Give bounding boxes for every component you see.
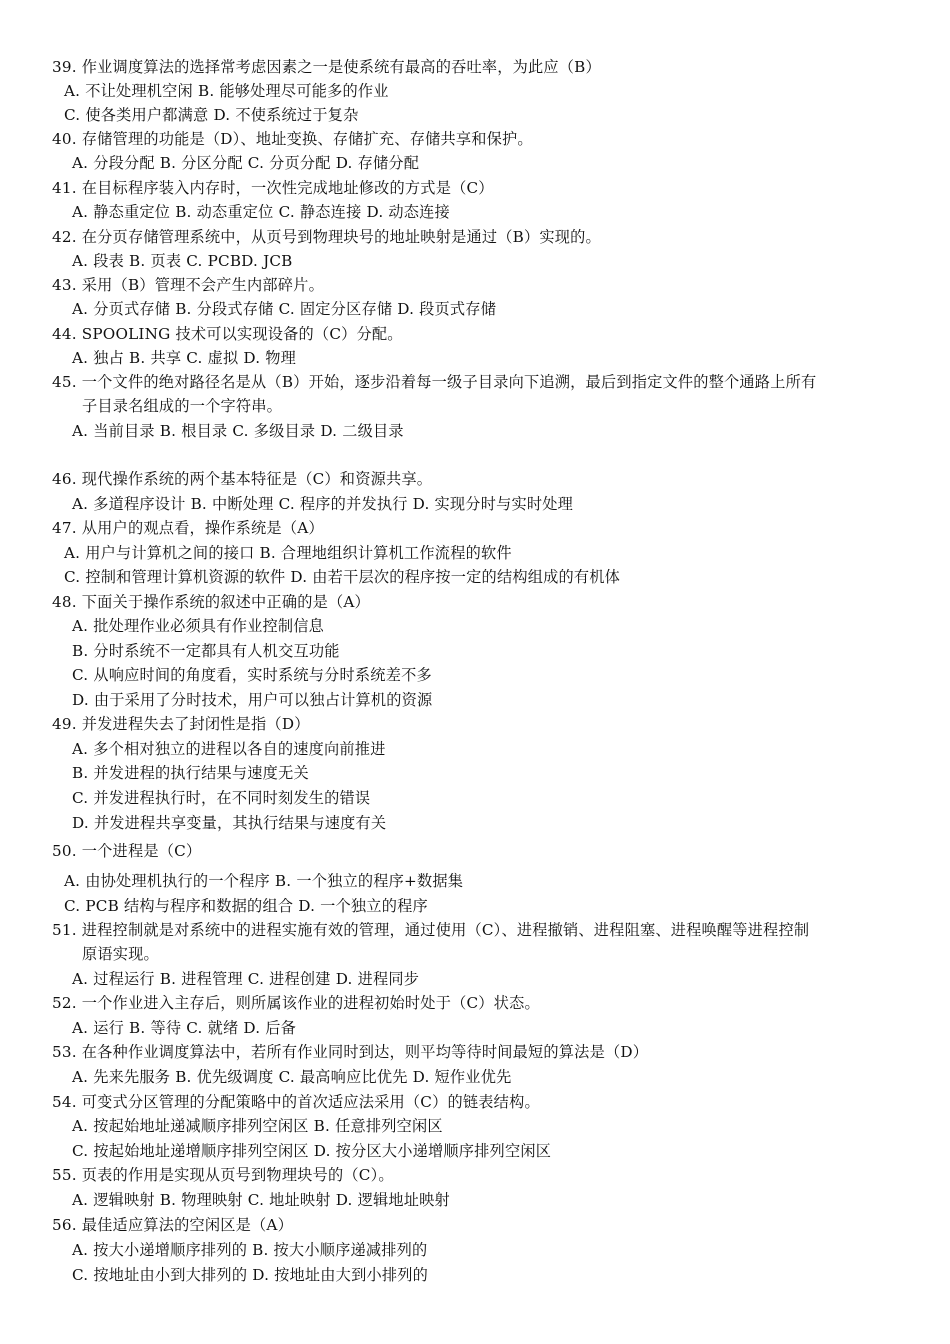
- question-line-q40-opt1: A. 分段分配 B. 分区分配 C. 分页分配 D. 存储分配: [72, 154, 420, 172]
- question-line-q45-opt1: A. 当前目录 B. 根目录 C. 多级目录 D. 二级目录: [72, 422, 404, 440]
- question-line-q48-d: D. 由于采用了分时技术，用户可以独占计算机的资源: [72, 691, 433, 709]
- question-line-q49-d: D. 并发进程共享变量，其执行结果与速度有关: [72, 814, 387, 832]
- question-q48: 48. 下面关于操作系统的叙述中正确的是（A）: [52, 593, 370, 611]
- question-q50: 50. 一个进程是（C）: [52, 842, 202, 860]
- question-q53: 53. 在各种作业调度算法中，若所有作业同时到达，则平均等待时间最短的算法是（D）: [52, 1043, 649, 1061]
- question-q49: 49. 并发进程失去了封闭性是指（D）: [52, 715, 310, 733]
- question-line-q41-opt1: A. 静态重定位 B. 动态重定位 C. 静态连接 D. 动态连接: [72, 203, 450, 221]
- question-q51: 51. 进程控制就是对系统中的进程实施有效的管理，通过使用（C）、进程撤销、进程阻塞、进程唤醒等进程控制: [52, 921, 810, 939]
- question-line-q46-opt1: A. 多道程序设计 B. 中断处理 C. 程序的并发执行 D. 实现分时与实时处理: [72, 495, 574, 513]
- question-q47: 47. 从用户的观点看，操作系统是（A）: [52, 519, 324, 537]
- question-line-q51-cont: 原语实现。: [82, 945, 159, 963]
- question-line-q39-opt1: A. 不让处理机空闲 B. 能够处理尽可能多的作业: [64, 82, 389, 100]
- question-q41: 41. 在目标程序装入内存时，一次性完成地址修改的方式是（C）: [52, 179, 494, 197]
- question-q42: 42. 在分页存储管理系统中，从页号到物理块号的地址映射是通过（B）实现的。: [52, 228, 601, 246]
- question-q46: 46. 现代操作系统的两个基本特征是（C）和资源共享。: [52, 470, 433, 488]
- question-line-q55-opt1: A. 逻辑映射 B. 物理映射 C. 地址映射 D. 逻辑地址映射: [72, 1191, 450, 1209]
- question-line-q49-c: C. 并发进程执行时，在不同时刻发生的错误: [72, 789, 371, 807]
- question-line-q54-opt2: C. 按起始地址递增顺序排列空闲区 D. 按分区大小递增顺序排列空闲区: [72, 1142, 552, 1160]
- question-q43: 43. 采用（B）管理不会产生内部碎片。: [52, 276, 324, 294]
- question-q56: 56. 最佳适应算法的空闲区是（A）: [52, 1216, 293, 1234]
- question-line-q47-opt2: C. 控制和管理计算机资源的软件 D. 由若干层次的程序按一定的结构组成的有机体: [64, 568, 621, 586]
- question-q44: 44. SPOOLING 技术可以实现设备的（C）分配。: [52, 325, 403, 343]
- question-q39: 39. 作业调度算法的选择常考虑因素之一是使系统有最高的吞吐率，为此应（B）: [52, 58, 601, 76]
- question-q40: 40. 存储管理的功能是（D）、地址变换、存储扩充、存储共享和保护。: [52, 130, 533, 148]
- question-line-q52-opt1: A. 运行 B. 等待 C. 就绪 D. 后备: [72, 1019, 297, 1037]
- question-line-q42-opt1: A. 段表 B. 页表 C. PCBD. JCB: [72, 252, 293, 270]
- question-line-q56-opt2: C. 按地址由小到大排列的 D. 按地址由大到小排列的: [72, 1266, 429, 1284]
- question-line-q48-b: B. 分时系统不一定都具有人机交互功能: [72, 642, 340, 660]
- question-line-q49-b: B. 并发进程的执行结果与速度无关: [72, 764, 309, 782]
- question-line-q50-opt1: A. 由协处理机执行的一个程序 B. 一个独立的程序+数据集: [64, 872, 464, 890]
- question-line-q43-opt1: A. 分页式存储 B. 分段式存储 C. 固定分区存储 D. 段页式存储: [72, 300, 497, 318]
- question-line-q56-opt1: A. 按大小递增顺序排列的 B. 按大小顺序递减排列的: [72, 1241, 428, 1259]
- question-line-q53-opt1: A. 先来先服务 B. 优先级调度 C. 最高响应比优先 D. 短作业优先: [72, 1068, 512, 1086]
- question-q55: 55. 页表的作用是实现从页号到物理块号的（C）。: [52, 1166, 394, 1184]
- question-line-q49-a: A. 多个相对独立的进程以各自的速度向前推进: [72, 740, 386, 758]
- question-q52: 52. 一个作业进入主存后，则所属该作业的进程初始时处于（C）状态。: [52, 994, 540, 1012]
- question-line-q54-opt1: A. 按起始地址递减顺序排列空闲区 B. 任意排列空闲区: [72, 1117, 443, 1135]
- question-line-q48-c: C. 从响应时间的角度看，实时系统与分时系统差不多: [72, 666, 432, 684]
- question-line-q39-opt2: C. 使各类用户都满意 D. 不使系统过于复杂: [64, 106, 359, 124]
- question-line-q47-opt1: A. 用户与计算机之间的接口 B. 合理地组织计算机工作流程的软件: [64, 544, 512, 562]
- question-line-q51-opt1: A. 过程运行 B. 进程管理 C. 进程创建 D. 进程同步: [72, 970, 420, 988]
- question-line-q45-cont: 子目录名组成的一个字符串。: [82, 397, 283, 415]
- question-line-q50-opt2: C. PCB 结构与程序和数据的组合 D. 一个独立的程序: [64, 897, 428, 915]
- question-line-q48-a: A. 批处理作业必须具有作业控制信息: [72, 617, 325, 635]
- question-q54: 54. 可变式分区管理的分配策略中的首次适应法采用（C）的链表结构。: [52, 1093, 540, 1111]
- question-line-q44-opt1: A. 独占 B. 共享 C. 虚拟 D. 物理: [72, 349, 297, 367]
- question-q45: 45. 一个文件的绝对路径名是从（B）开始，逐步沿着每一级子目录向下追溯，最后到指定文件的整个通路上所有: [52, 373, 817, 391]
